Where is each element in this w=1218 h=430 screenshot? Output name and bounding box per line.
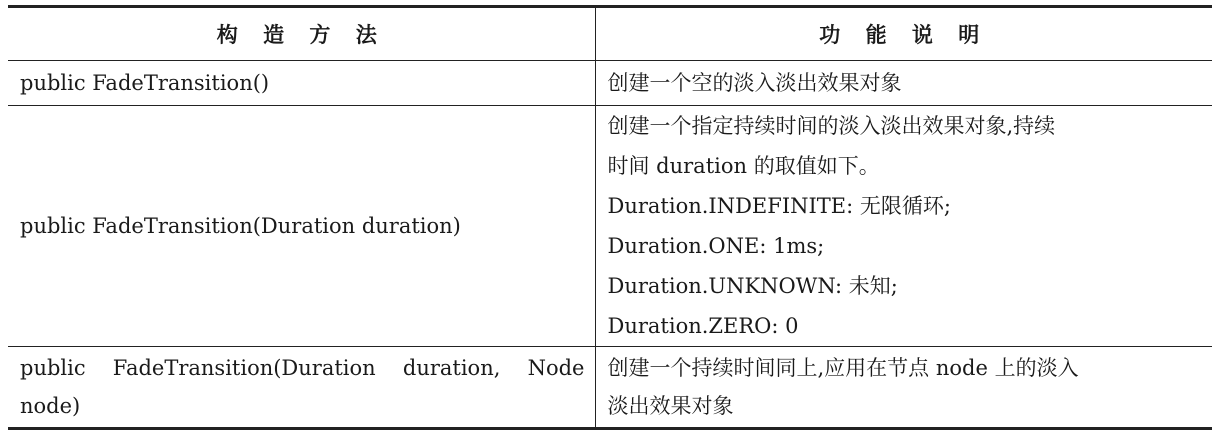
header-constructor-method: 构 造 方 法 bbox=[8, 7, 595, 61]
description-line: Duration.INDEFINITE: 无限循环; bbox=[607, 194, 951, 218]
constructor-table bbox=[8, 5, 1212, 430]
method-line: public FadeTransition(Duration duration, Node bbox=[20, 356, 585, 380]
table-row bbox=[8, 347, 1212, 429]
table-row bbox=[8, 106, 1212, 347]
description-line: Duration.UNKNOWN: 未知; bbox=[607, 274, 898, 298]
method-cell bbox=[8, 347, 595, 429]
description-line: Duration.ZERO: 0 bbox=[607, 314, 799, 338]
method-line: public FadeTransition() bbox=[20, 71, 270, 95]
method-line: node) bbox=[20, 394, 81, 418]
description-cell bbox=[595, 61, 1212, 106]
description-line: 创建一个持续时间同上,应用在节点 node 上的淡入 bbox=[607, 356, 1079, 380]
table-row bbox=[8, 61, 1212, 106]
method-line: public FadeTransition(Duration duration) bbox=[20, 214, 461, 238]
description-line: 创建一个指定持续时间的淡入淡出效果对象,持续 bbox=[607, 114, 1056, 138]
description-cell bbox=[595, 106, 1212, 347]
description-cell bbox=[595, 347, 1212, 429]
description-line: 时间 duration 的取值如下。 bbox=[607, 154, 880, 178]
method-cell bbox=[8, 106, 595, 347]
constructor-table-container bbox=[8, 5, 1212, 430]
description-line: Duration.ONE: 1ms; bbox=[607, 234, 825, 258]
description-line: 淡出效果对象 bbox=[607, 394, 734, 418]
description-line: 创建一个空的淡入淡出效果对象 bbox=[607, 71, 902, 95]
method-cell bbox=[8, 61, 595, 106]
header-function-description: 功 能 说 明 bbox=[595, 7, 1212, 61]
table-header-row bbox=[8, 7, 1212, 61]
